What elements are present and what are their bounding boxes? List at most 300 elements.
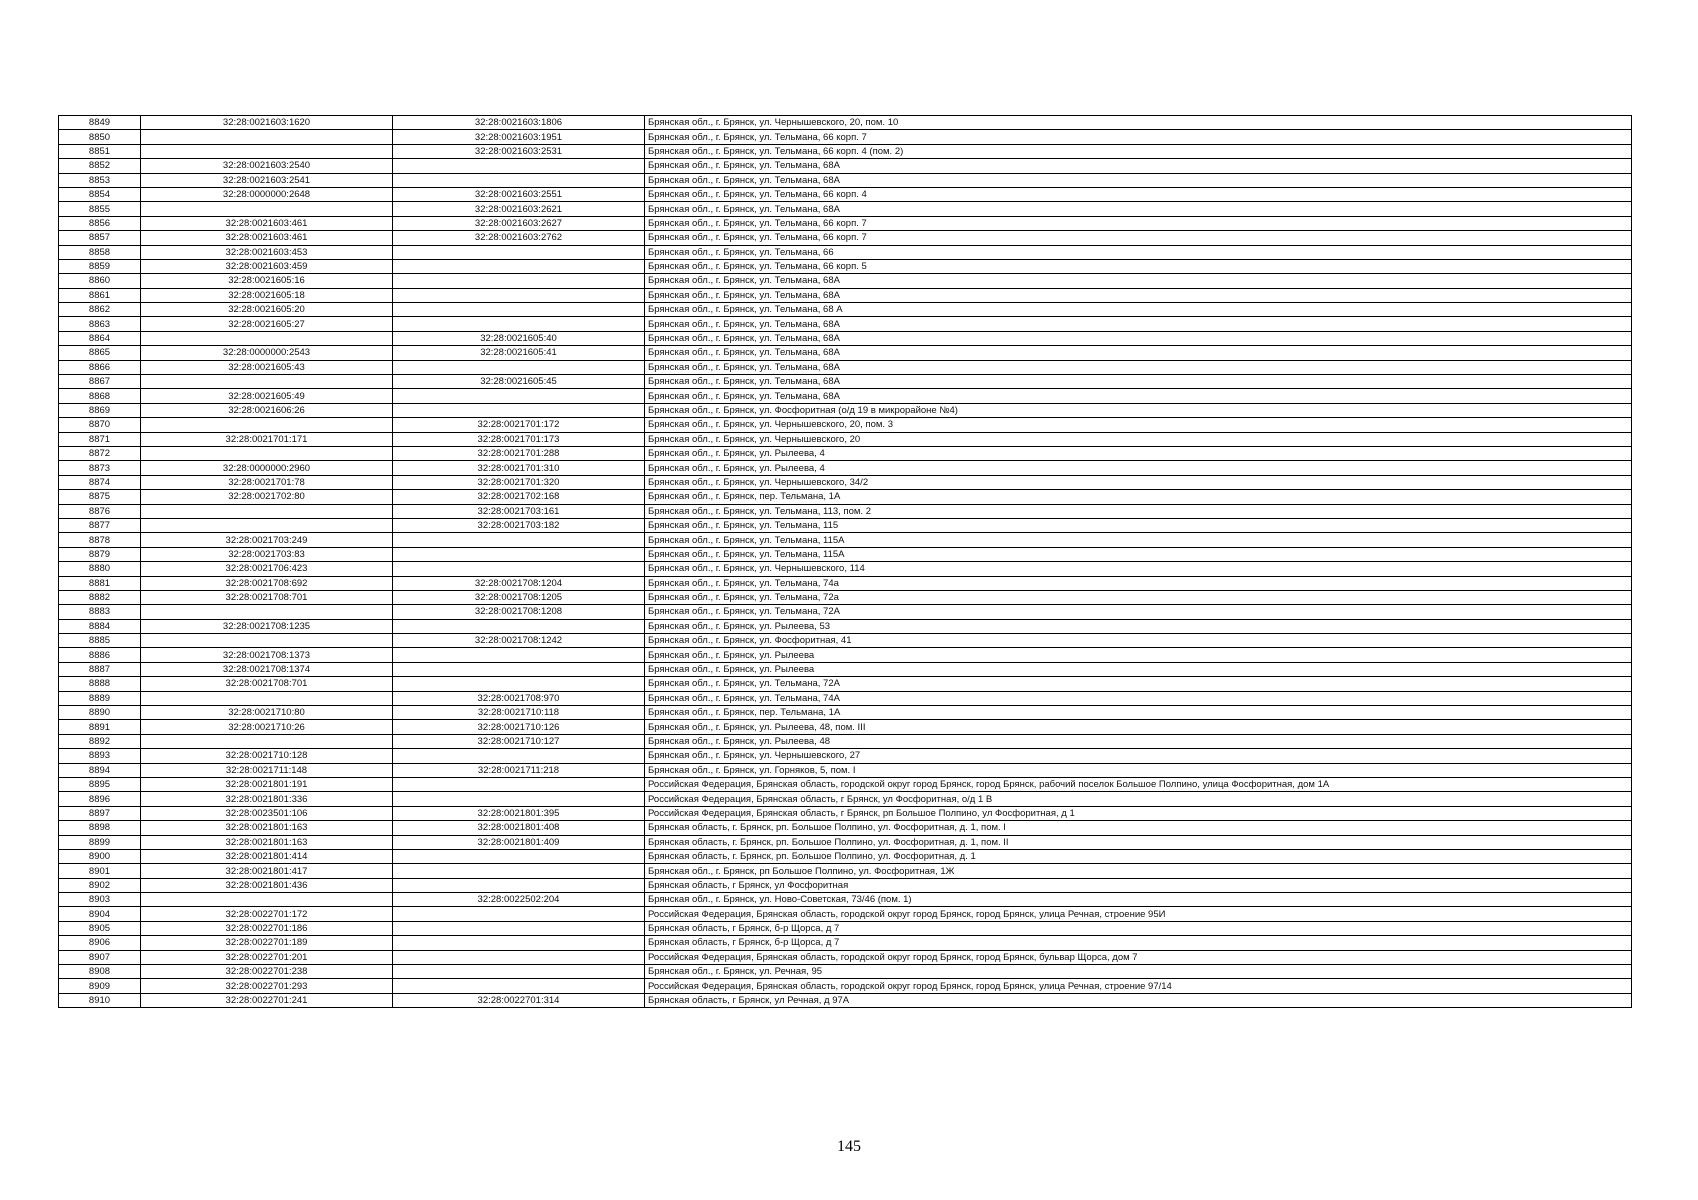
table-row (59, 504, 1632, 518)
table-row (59, 777, 1632, 791)
address-cell: Брянская обл., г. Брянск, ул. Чернышевского, 20, пом. 10 (645, 116, 1632, 130)
table-row (59, 446, 1632, 460)
table-row (59, 864, 1632, 878)
related-cadastral-number-cell (393, 360, 645, 374)
related-cadastral-number-cell: 32:28:0021701:288 (393, 446, 645, 460)
cadastral-number-cell: 32:28:0022701:238 (141, 965, 393, 979)
table-row (59, 130, 1632, 144)
related-cadastral-number-cell (393, 533, 645, 547)
row-number-cell: 8881 (59, 576, 141, 590)
related-cadastral-number-cell: 32:28:0022502:204 (393, 893, 645, 907)
related-cadastral-number-cell: 32:28:0021710:126 (393, 720, 645, 734)
related-cadastral-number-cell (393, 562, 645, 576)
cadastral-number-cell: 32:28:0021708:692 (141, 576, 393, 590)
address-cell: Брянская обл., г. Брянск, ул. Рылеева, 4 (645, 461, 1632, 475)
related-cadastral-number-cell (393, 979, 645, 993)
table-row (59, 317, 1632, 331)
related-cadastral-number-cell: 32:28:0021603:1951 (393, 130, 645, 144)
cadastral-number-cell: 32:28:0021703:249 (141, 533, 393, 547)
related-cadastral-number-cell (393, 907, 645, 921)
table-row (59, 806, 1632, 820)
address-cell: Брянская обл., г. Брянск, ул. Рылеева (645, 662, 1632, 676)
cadastral-number-cell: 32:28:0021710:26 (141, 720, 393, 734)
row-number-cell: 8902 (59, 878, 141, 892)
table-row (59, 590, 1632, 604)
table-row (59, 763, 1632, 777)
related-cadastral-number-cell: 32:28:0021603:2531 (393, 144, 645, 158)
row-number-cell: 8872 (59, 446, 141, 460)
address-cell: Российская Федерация, Брянская область, городской округ город Брянск, город Брянск, бульвар Щорса, дом 7 (645, 950, 1632, 964)
table-row (59, 792, 1632, 806)
address-cell: Брянская обл., г. Брянск, ул. Тельмана, 115А (645, 533, 1632, 547)
row-number-cell: 8889 (59, 691, 141, 705)
related-cadastral-number-cell: 32:28:0021708:1242 (393, 634, 645, 648)
cadastral-number-cell (141, 691, 393, 705)
cadastral-number-cell (141, 734, 393, 748)
related-cadastral-number-cell (393, 547, 645, 561)
table-row (59, 547, 1632, 561)
cadastral-number-cell: 32:28:0021605:43 (141, 360, 393, 374)
cadastral-number-cell: 32:28:0021711:148 (141, 763, 393, 777)
address-cell: Брянская область, г Брянск, ул Речная, д 97А (645, 993, 1632, 1007)
address-cell: Брянская обл., г. Брянск, ул. Тельмана, 74А (645, 691, 1632, 705)
table-row (59, 245, 1632, 259)
related-cadastral-number-cell: 32:28:0021701:173 (393, 432, 645, 446)
address-cell: Брянская обл., г. Брянск, ул. Рылеева, 53 (645, 619, 1632, 633)
row-number-cell: 8905 (59, 921, 141, 935)
related-cadastral-number-cell (393, 936, 645, 950)
address-cell: Брянская обл., г. Брянск, рп Большое Полпино, ул. Фосфоритная, 1Ж (645, 864, 1632, 878)
address-cell: Брянская обл., г. Брянск, ул. Тельмана, 66 корп. 4 (645, 187, 1632, 201)
row-number-cell: 8897 (59, 806, 141, 820)
register-table-body (59, 116, 1632, 1008)
table-row (59, 965, 1632, 979)
table-row (59, 849, 1632, 863)
row-number-cell: 8903 (59, 893, 141, 907)
address-cell: Брянская обл., г. Брянск, ул. Тельмана, 72а (645, 590, 1632, 604)
address-cell: Российская Федерация, Брянская область, городской округ город Брянск, город Брянск, рабочий поселок Большое Полпино, улица Фосфоритная, дом 1А (645, 777, 1632, 791)
cadastral-number-cell: 32:28:0022701:189 (141, 936, 393, 950)
row-number-cell: 8857 (59, 231, 141, 245)
table-row (59, 490, 1632, 504)
row-number-cell: 8858 (59, 245, 141, 259)
cadastral-number-cell: 32:28:0021603:461 (141, 231, 393, 245)
related-cadastral-number-cell: 32:28:0021702:168 (393, 490, 645, 504)
table-row (59, 921, 1632, 935)
row-number-cell: 8895 (59, 777, 141, 791)
related-cadastral-number-cell (393, 878, 645, 892)
related-cadastral-number-cell: 32:28:0021603:2627 (393, 216, 645, 230)
address-cell: Брянская обл., г. Брянск, ул. Тельмана, 66 корп. 5 (645, 259, 1632, 273)
cadastral-number-cell (141, 418, 393, 432)
row-number-cell: 8871 (59, 432, 141, 446)
table-row (59, 893, 1632, 907)
row-number-cell: 8887 (59, 662, 141, 676)
address-cell: Брянская область, г Брянск, б-р Щорса, д 7 (645, 936, 1632, 950)
address-cell: Брянская обл., г. Брянск, ул. Тельмана, 115 (645, 518, 1632, 532)
cadastral-number-cell: 32:28:0021603:461 (141, 216, 393, 230)
address-cell: Брянская обл., г. Брянск, ул. Тельмана, 68 А (645, 303, 1632, 317)
address-cell: Брянская обл., г. Брянск, ул. Тельмана, 66 корп. 7 (645, 130, 1632, 144)
table-row (59, 202, 1632, 216)
related-cadastral-number-cell: 32:28:0021701:310 (393, 461, 645, 475)
cadastral-number-cell: 32:28:0022701:201 (141, 950, 393, 964)
table-row (59, 518, 1632, 532)
related-cadastral-number-cell: 32:28:0021801:409 (393, 835, 645, 849)
cadastral-number-cell: 32:28:0021801:436 (141, 878, 393, 892)
row-number-cell: 8870 (59, 418, 141, 432)
row-number-cell: 8862 (59, 303, 141, 317)
related-cadastral-number-cell (393, 677, 645, 691)
row-number-cell: 8909 (59, 979, 141, 993)
address-cell: Брянская обл., г. Брянск, ул. Рылеева, 48, пом. III (645, 720, 1632, 734)
address-cell: Брянская обл., г. Брянск, ул. Тельмана, 66 корп. 7 (645, 216, 1632, 230)
address-cell: Брянская обл., г. Брянск, ул. Тельмана, 74а (645, 576, 1632, 590)
cadastral-number-cell: 32:28:0021801:417 (141, 864, 393, 878)
row-number-cell: 8891 (59, 720, 141, 734)
related-cadastral-number-cell (393, 245, 645, 259)
cadastral-number-cell: 32:28:0021606:26 (141, 403, 393, 417)
row-number-cell: 8890 (59, 706, 141, 720)
address-cell: Брянская обл., г. Брянск, пер. Тельмана, 1А (645, 706, 1632, 720)
cadastral-number-cell (141, 634, 393, 648)
related-cadastral-number-cell (393, 173, 645, 187)
address-cell: Брянская обл., г. Брянск, ул. Фосфоритная (о/д 19 в микрорайоне №4) (645, 403, 1632, 417)
table-row (59, 303, 1632, 317)
table-row (59, 936, 1632, 950)
address-cell: Брянская обл., г. Брянск, ул. Тельмана, 66 (645, 245, 1632, 259)
address-cell: Брянская область, г. Брянск, рп. Большое Полпино, ул. Фосфоритная, д. 1, пом. II (645, 835, 1632, 849)
cadastral-number-cell: 32:28:0021708:701 (141, 677, 393, 691)
cadastral-number-cell: 32:28:0021605:18 (141, 288, 393, 302)
address-cell: Брянская обл., г. Брянск, ул. Тельмана, 68А (645, 331, 1632, 345)
table-row (59, 418, 1632, 432)
row-number-cell: 8855 (59, 202, 141, 216)
address-cell: Брянская обл., г. Брянск, ул. Рылеева (645, 648, 1632, 662)
table-row (59, 274, 1632, 288)
table-row (59, 605, 1632, 619)
cadastral-number-cell: 32:28:0021801:414 (141, 849, 393, 863)
address-cell: Брянская обл., г. Брянск, ул. Тельмана, 113, пом. 2 (645, 504, 1632, 518)
row-number-cell: 8873 (59, 461, 141, 475)
table-row (59, 288, 1632, 302)
address-cell: Брянская обл., г. Брянск, ул. Чернышевского, 34/2 (645, 475, 1632, 489)
related-cadastral-number-cell: 32:28:0021605:40 (393, 331, 645, 345)
property-register-table (58, 115, 1632, 1008)
cadastral-number-cell: 32:28:0021801:163 (141, 835, 393, 849)
related-cadastral-number-cell (393, 648, 645, 662)
table-row (59, 576, 1632, 590)
row-number-cell: 8853 (59, 173, 141, 187)
related-cadastral-number-cell: 32:28:0021708:1208 (393, 605, 645, 619)
row-number-cell: 8867 (59, 375, 141, 389)
table-row (59, 173, 1632, 187)
related-cadastral-number-cell: 32:28:0021708:1204 (393, 576, 645, 590)
row-number-cell: 8859 (59, 259, 141, 273)
row-number-cell: 8880 (59, 562, 141, 576)
related-cadastral-number-cell (393, 864, 645, 878)
row-number-cell: 8885 (59, 634, 141, 648)
related-cadastral-number-cell (393, 274, 645, 288)
related-cadastral-number-cell: 32:28:0021603:2621 (393, 202, 645, 216)
cadastral-number-cell: 32:28:0021708:701 (141, 590, 393, 604)
table-row (59, 432, 1632, 446)
address-cell: Брянская обл., г. Брянск, ул. Тельмана, 66 корп. 7 (645, 231, 1632, 245)
cadastral-number-cell (141, 446, 393, 460)
related-cadastral-number-cell: 32:28:0021701:172 (393, 418, 645, 432)
cadastral-number-cell (141, 893, 393, 907)
table-row (59, 634, 1632, 648)
row-number-cell: 8866 (59, 360, 141, 374)
related-cadastral-number-cell: 32:28:0021603:2551 (393, 187, 645, 201)
row-number-cell: 8896 (59, 792, 141, 806)
cadastral-number-cell: 32:28:0021701:78 (141, 475, 393, 489)
table-row (59, 720, 1632, 734)
table-row (59, 346, 1632, 360)
related-cadastral-number-cell: 32:28:0021703:182 (393, 518, 645, 532)
cadastral-number-cell: 32:28:0021710:128 (141, 749, 393, 763)
cadastral-number-cell: 32:28:0021603:459 (141, 259, 393, 273)
table-row (59, 950, 1632, 964)
table-row (59, 116, 1632, 130)
row-number-cell: 8878 (59, 533, 141, 547)
row-number-cell: 8908 (59, 965, 141, 979)
table-row (59, 403, 1632, 417)
table-row (59, 331, 1632, 345)
table-row (59, 144, 1632, 158)
address-cell: Брянская обл., г. Брянск, ул. Чернышевского, 20, пом. 3 (645, 418, 1632, 432)
table-row (59, 821, 1632, 835)
address-cell: Брянская обл., г. Брянск, ул. Тельмана, 72А (645, 605, 1632, 619)
cadastral-number-cell: 32:28:0021702:80 (141, 490, 393, 504)
address-cell: Брянская обл., г. Брянск, ул. Тельмана, 68А (645, 317, 1632, 331)
related-cadastral-number-cell: 32:28:0021708:1205 (393, 590, 645, 604)
address-cell: Брянская обл., г. Брянск, ул. Горняков, 5, пом. I (645, 763, 1632, 777)
address-cell: Брянская обл., г. Брянск, ул. Фосфоритная, 41 (645, 634, 1632, 648)
cadastral-number-cell: 32:28:0021603:1620 (141, 116, 393, 130)
row-number-cell: 8898 (59, 821, 141, 835)
row-number-cell: 8879 (59, 547, 141, 561)
table-row (59, 878, 1632, 892)
address-cell: Брянская обл., г. Брянск, ул. Тельмана, 68А (645, 159, 1632, 173)
row-number-cell: 8907 (59, 950, 141, 964)
address-cell: Брянская обл., г. Брянск, ул. Чернышевского, 114 (645, 562, 1632, 576)
table-row (59, 360, 1632, 374)
row-number-cell: 8865 (59, 346, 141, 360)
row-number-cell: 8876 (59, 504, 141, 518)
related-cadastral-number-cell: 32:28:0021801:395 (393, 806, 645, 820)
related-cadastral-number-cell (393, 849, 645, 863)
row-number-cell: 8899 (59, 835, 141, 849)
row-number-cell: 8900 (59, 849, 141, 863)
table-row (59, 375, 1632, 389)
related-cadastral-number-cell (393, 777, 645, 791)
address-cell: Брянская обл., г. Брянск, ул. Ново-Советская, 73/46 (пом. 1) (645, 893, 1632, 907)
address-cell: Российская Федерация, Брянская область, городской округ город Брянск, город Брянск, улица Речная, строение 97/14 (645, 979, 1632, 993)
address-cell: Брянская обл., г. Брянск, ул. Рылеева, 48 (645, 734, 1632, 748)
table-row (59, 159, 1632, 173)
cadastral-number-cell: 32:28:0021706:423 (141, 562, 393, 576)
table-row (59, 187, 1632, 201)
related-cadastral-number-cell: 32:28:0021711:218 (393, 763, 645, 777)
row-number-cell: 8854 (59, 187, 141, 201)
table-row (59, 706, 1632, 720)
row-number-cell: 8901 (59, 864, 141, 878)
table-row (59, 259, 1632, 273)
table-row (59, 231, 1632, 245)
cadastral-number-cell: 32:28:0022701:172 (141, 907, 393, 921)
related-cadastral-number-cell: 32:28:0021603:1806 (393, 116, 645, 130)
row-number-cell: 8851 (59, 144, 141, 158)
address-cell: Брянская область, г Брянск, ул Фосфоритная (645, 878, 1632, 892)
cadastral-number-cell (141, 375, 393, 389)
table-row (59, 648, 1632, 662)
cadastral-number-cell: 32:28:0021603:453 (141, 245, 393, 259)
address-cell: Брянская область, г. Брянск, рп. Большое Полпино, ул. Фосфоритная, д. 1 (645, 849, 1632, 863)
table-row (59, 533, 1632, 547)
cadastral-number-cell: 32:28:0021801:163 (141, 821, 393, 835)
cadastral-number-cell: 32:28:0021801:336 (141, 792, 393, 806)
cadastral-number-cell: 32:28:0021603:2540 (141, 159, 393, 173)
table-row (59, 389, 1632, 403)
address-cell: Брянская обл., г. Брянск, ул. Тельмана, 66 корп. 4 (пом. 2) (645, 144, 1632, 158)
row-number-cell: 8883 (59, 605, 141, 619)
row-number-cell: 8875 (59, 490, 141, 504)
related-cadastral-number-cell (393, 619, 645, 633)
page-number: 145 (837, 1138, 861, 1155)
cadastral-number-cell: 32:28:0021708:1373 (141, 648, 393, 662)
cadastral-number-cell (141, 130, 393, 144)
cadastral-number-cell: 32:28:0021701:171 (141, 432, 393, 446)
row-number-cell: 8869 (59, 403, 141, 417)
address-cell: Брянская обл., г. Брянск, ул. Тельмана, 68А (645, 375, 1632, 389)
address-cell: Брянская обл., г. Брянск, ул. Чернышевского, 20 (645, 432, 1632, 446)
row-number-cell: 8861 (59, 288, 141, 302)
table-row (59, 475, 1632, 489)
row-number-cell: 8904 (59, 907, 141, 921)
row-number-cell: 8882 (59, 590, 141, 604)
related-cadastral-number-cell (393, 303, 645, 317)
table-row (59, 979, 1632, 993)
related-cadastral-number-cell: 32:28:0021801:408 (393, 821, 645, 835)
address-cell: Брянская обл., г. Брянск, ул. Тельмана, 72А (645, 677, 1632, 691)
row-number-cell: 8888 (59, 677, 141, 691)
address-cell: Российская Федерация, Брянская область, г Брянск, ул Фосфоритная, о/д 1 В (645, 792, 1632, 806)
related-cadastral-number-cell (393, 317, 645, 331)
cadastral-number-cell (141, 144, 393, 158)
related-cadastral-number-cell (393, 965, 645, 979)
address-cell: Брянская обл., г. Брянск, ул. Рылеева, 4 (645, 446, 1632, 460)
row-number-cell: 8864 (59, 331, 141, 345)
row-number-cell: 8892 (59, 734, 141, 748)
cadastral-number-cell: 32:28:0021605:16 (141, 274, 393, 288)
table-row (59, 749, 1632, 763)
address-cell: Брянская область, г. Брянск, рп. Большое Полпино, ул. Фосфоритная, д. 1, пом. I (645, 821, 1632, 835)
table-row (59, 691, 1632, 705)
row-number-cell: 8910 (59, 993, 141, 1007)
table-row (59, 734, 1632, 748)
cadastral-number-cell (141, 605, 393, 619)
row-number-cell: 8877 (59, 518, 141, 532)
table-row (59, 216, 1632, 230)
cadastral-number-cell: 32:28:0021603:2541 (141, 173, 393, 187)
related-cadastral-number-cell: 32:28:0021710:127 (393, 734, 645, 748)
address-cell: Брянская обл., г. Брянск, ул. Тельмана, 68А (645, 173, 1632, 187)
cadastral-number-cell: 32:28:0021708:1374 (141, 662, 393, 676)
address-cell: Брянская обл., г. Брянск, ул. Речная, 95 (645, 965, 1632, 979)
cadastral-number-cell: 32:28:0021708:1235 (141, 619, 393, 633)
related-cadastral-number-cell: 32:28:0022701:314 (393, 993, 645, 1007)
row-number-cell: 8860 (59, 274, 141, 288)
address-cell: Брянская область, г Брянск, б-р Щорса, д 7 (645, 921, 1632, 935)
row-number-cell: 8884 (59, 619, 141, 633)
address-cell: Брянская обл., г. Брянск, пер. Тельмана, 1А (645, 490, 1632, 504)
cadastral-number-cell: 32:28:0023501:106 (141, 806, 393, 820)
cadastral-number-cell (141, 518, 393, 532)
address-cell: Брянская обл., г. Брянск, ул. Тельмана, 68А (645, 389, 1632, 403)
related-cadastral-number-cell (393, 792, 645, 806)
cadastral-number-cell: 32:28:0000000:2543 (141, 346, 393, 360)
related-cadastral-number-cell (393, 159, 645, 173)
related-cadastral-number-cell (393, 662, 645, 676)
address-cell: Российская Федерация, Брянская область, г Брянск, рп Большое Полпино, ул Фосфоритная, д 1 (645, 806, 1632, 820)
related-cadastral-number-cell (393, 921, 645, 935)
address-cell: Брянская обл., г. Брянск, ул. Чернышевского, 27 (645, 749, 1632, 763)
cadastral-number-cell: 32:28:0021605:49 (141, 389, 393, 403)
related-cadastral-number-cell (393, 288, 645, 302)
row-number-cell: 8874 (59, 475, 141, 489)
related-cadastral-number-cell: 32:28:0021605:45 (393, 375, 645, 389)
address-cell: Брянская обл., г. Брянск, ул. Тельмана, 68А (645, 360, 1632, 374)
related-cadastral-number-cell (393, 749, 645, 763)
related-cadastral-number-cell: 32:28:0021605:41 (393, 346, 645, 360)
table-row (59, 619, 1632, 633)
row-number-cell: 8893 (59, 749, 141, 763)
table-row (59, 835, 1632, 849)
cadastral-number-cell: 32:28:0021605:20 (141, 303, 393, 317)
related-cadastral-number-cell: 32:28:0021703:161 (393, 504, 645, 518)
row-number-cell: 8868 (59, 389, 141, 403)
related-cadastral-number-cell (393, 950, 645, 964)
related-cadastral-number-cell: 32:28:0021701:320 (393, 475, 645, 489)
cadastral-number-cell (141, 504, 393, 518)
address-cell: Брянская обл., г. Брянск, ул. Тельмана, 115А (645, 547, 1632, 561)
cadastral-number-cell: 32:28:0022701:186 (141, 921, 393, 935)
cadastral-number-cell: 32:28:0021605:27 (141, 317, 393, 331)
cadastral-number-cell (141, 202, 393, 216)
row-number-cell: 8894 (59, 763, 141, 777)
row-number-cell: 8856 (59, 216, 141, 230)
address-cell: Брянская обл., г. Брянск, ул. Тельмана, 68А (645, 274, 1632, 288)
table-row (59, 993, 1632, 1007)
row-number-cell: 8886 (59, 648, 141, 662)
related-cadastral-number-cell (393, 403, 645, 417)
cadastral-number-cell: 32:28:0021710:80 (141, 706, 393, 720)
row-number-cell: 8863 (59, 317, 141, 331)
cadastral-number-cell: 32:28:0022701:241 (141, 993, 393, 1007)
cadastral-number-cell: 32:28:0000000:2960 (141, 461, 393, 475)
related-cadastral-number-cell: 32:28:0021708:970 (393, 691, 645, 705)
cadastral-number-cell: 32:28:0021703:83 (141, 547, 393, 561)
related-cadastral-number-cell (393, 259, 645, 273)
related-cadastral-number-cell (393, 389, 645, 403)
related-cadastral-number-cell: 32:28:0021710:118 (393, 706, 645, 720)
related-cadastral-number-cell: 32:28:0021603:2762 (393, 231, 645, 245)
address-cell: Российская Федерация, Брянская область, городской округ город Брянск, город Брянск, улица Речная, строение 95И (645, 907, 1632, 921)
row-number-cell: 8906 (59, 936, 141, 950)
table-row (59, 562, 1632, 576)
cadastral-number-cell: 32:28:0022701:293 (141, 979, 393, 993)
